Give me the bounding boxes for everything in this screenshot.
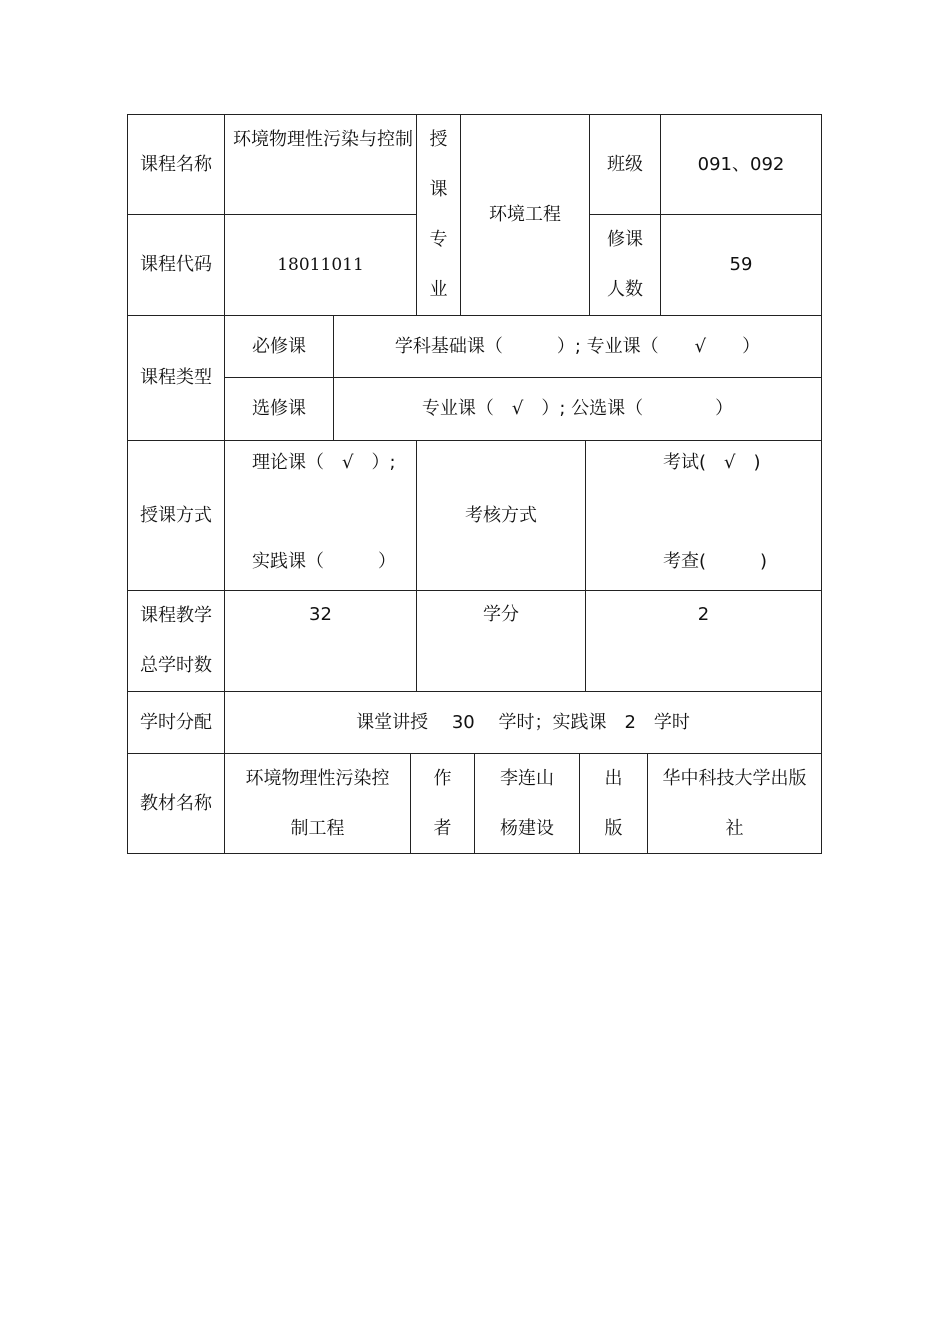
- total-hours-label: 课程教学 总学时数: [127, 590, 225, 692]
- publisher-name: 华中科技大学出版 社: [647, 753, 822, 854]
- course-code-value: 18011011: [224, 214, 417, 316]
- teaching-mode-label: 授课方式: [127, 440, 225, 591]
- publisher-label: 出 版: [579, 753, 648, 854]
- check-option: 考查( ): [663, 551, 768, 572]
- course-code-label: 课程代码: [127, 214, 225, 316]
- major-label: 授 课 专 业: [416, 114, 461, 316]
- author-label: 作 者: [410, 753, 475, 854]
- textbook-name: 环境物理性污染控 制工程: [224, 753, 411, 854]
- credit-value: 2: [585, 590, 822, 692]
- hour-distribution-label: 学时分配: [127, 691, 225, 754]
- assessment-label: 考核方式: [416, 440, 586, 591]
- course-name-label: 课程名称: [127, 114, 225, 215]
- exam-option: 考试( √ ): [663, 452, 761, 473]
- credit-label: 学分: [416, 590, 586, 692]
- elective-label: 选修课: [224, 377, 334, 441]
- course-name-value: 环境物理性污染与控制: [224, 114, 417, 215]
- textbook-label: 教材名称: [127, 753, 225, 854]
- theory-course: 理论课（ √ ）;: [252, 452, 396, 473]
- required-value: 学科基础课（ ）; 专业课（ √ ）: [333, 315, 822, 378]
- enrollment-label: 修课 人数: [589, 214, 661, 316]
- enrollment-value: 59: [660, 214, 822, 316]
- course-type-label: 课程类型: [127, 315, 225, 441]
- hour-distribution-value: 课堂讲授 30 学时；实践课 2 学时: [224, 691, 822, 754]
- major-value: 环境工程: [460, 114, 590, 316]
- class-value: 091、092: [660, 114, 822, 215]
- course-info-table: [127, 114, 822, 854]
- total-hours-value: 32: [224, 590, 417, 692]
- elective-value: 专业课（ √ ）; 公选课（ ）: [333, 377, 822, 441]
- practice-course: 实践课（ ）: [252, 551, 396, 572]
- author-names: 李连山 杨建设: [474, 753, 580, 854]
- required-label: 必修课: [224, 315, 334, 378]
- class-label: 班级: [589, 114, 661, 215]
